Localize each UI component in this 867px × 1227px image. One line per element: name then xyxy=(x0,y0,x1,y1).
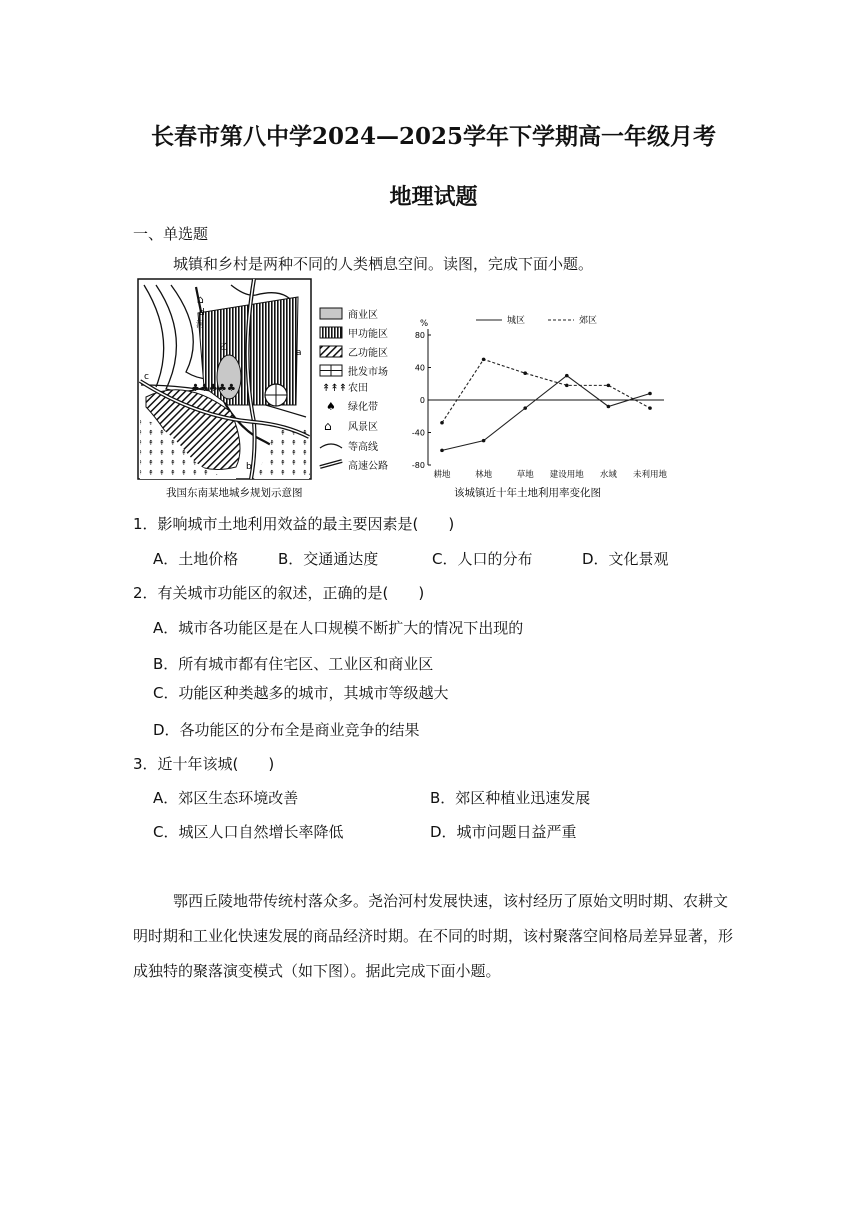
page-title: 长春市第八中学2024—2025学年下学期高一年级月考 xyxy=(150,123,717,150)
legend-farmland: 农田 xyxy=(348,383,368,394)
y-tick-label: 80 xyxy=(414,331,425,340)
legend-label-1: 郊区 xyxy=(579,316,598,326)
q3-option-b[interactable]: B．郊区种植业迅速发展 xyxy=(430,789,591,807)
data-point-1 xyxy=(607,384,611,388)
data-point-0 xyxy=(648,392,652,396)
data-point-1 xyxy=(565,384,569,388)
y-tick-label: -40 xyxy=(411,428,425,438)
q2-option-d[interactable]: D．各功能区的分布全是商业竞争的结果 xyxy=(153,721,420,739)
y-axis-unit: % xyxy=(420,319,429,329)
question-1-stem: 1．影响城市土地利用效益的最主要因素是( ) xyxy=(133,515,455,533)
data-point-0 xyxy=(607,405,611,409)
q2-option-c[interactable]: C．功能区种类越多的城市，其城市等级越大 xyxy=(153,684,449,702)
q2-option-a[interactable]: A．城市各功能区是在人口规模不断扩大的情况下出现的 xyxy=(153,619,524,637)
data-point-0 xyxy=(440,449,444,453)
map-label-yi: 乙 xyxy=(220,342,228,351)
section-heading: 一、单选题 xyxy=(133,225,209,243)
series-line-0 xyxy=(442,376,650,451)
data-point-0 xyxy=(523,406,527,410)
page-subtitle: 地理试题 xyxy=(389,184,478,210)
map-caption: 我国东南某地城乡规划示意图 xyxy=(166,487,303,499)
q2-option-b[interactable]: B．所有城市都有住宅区、工业区和商业区 xyxy=(153,655,434,673)
q1-option-d[interactable]: D．文化景观 xyxy=(582,550,669,568)
map-label-a: a xyxy=(296,348,302,358)
map-legend xyxy=(320,308,388,472)
x-tick-label: 林地 xyxy=(475,470,493,480)
series-line-1 xyxy=(442,359,650,422)
legend-expressway: 高速公路 xyxy=(348,461,388,472)
question-3-stem: 3．近十年该城( ) xyxy=(133,755,275,773)
chart-title: 该城镇近十年土地利用率变化图 xyxy=(454,487,601,499)
legend-greenbelt: 绿化带 xyxy=(348,402,378,413)
x-tick-label: 建设用地 xyxy=(549,470,584,480)
x-tick-label: 未利用地 xyxy=(632,470,668,480)
q1-option-a[interactable]: A．土地价格 xyxy=(153,550,239,568)
x-tick-label: 水域 xyxy=(599,470,617,480)
question-2-stem: 2．有关城市功能区的叙述，正确的是( ) xyxy=(133,584,425,602)
legend-scenic: 风景区 xyxy=(348,422,378,433)
legend-label-0: 城区 xyxy=(507,316,526,326)
data-point-1 xyxy=(523,371,527,375)
y-tick-label: -80 xyxy=(411,461,425,470)
data-point-1 xyxy=(648,406,652,410)
q3-option-a[interactable]: A．郊区生态环境改善 xyxy=(153,789,299,807)
legend-contour: 等高线 xyxy=(348,442,378,453)
planning-map xyxy=(136,277,404,503)
land-use-chart xyxy=(411,305,680,503)
svg-text:♣♣♣♣♣: ♣♣♣♣♣ xyxy=(191,383,236,394)
q3-option-c[interactable]: C．城区人口自然增长率降低 xyxy=(153,823,344,841)
svg-text:⌂: ⌂ xyxy=(324,419,332,433)
map-label-he: 河 xyxy=(196,320,204,329)
passage-village-text: 鄂西丘陵地带传统村落众多。尧治河村发展快速，该村经历了原始文明时期、农耕文明时期和工业化快速发展的商品经济时期。在不同的时期，该村聚落空间格局差异显著，形成独特的聚落演变模式（如下图）。据此完成下面小题。 xyxy=(133,892,734,980)
q3-option-d[interactable]: D．城市问题日益严重 xyxy=(430,823,577,841)
y-tick-label: 40 xyxy=(414,363,425,373)
svg-text:↟↟↟: ↟↟↟ xyxy=(322,383,348,394)
y-tick-label: 0 xyxy=(419,396,425,405)
q1-option-b[interactable]: B．交通通达度 xyxy=(278,550,379,568)
legend-zone-jia: 甲功能区 xyxy=(348,329,388,340)
data-point-1 xyxy=(440,421,444,425)
map-label-d: d xyxy=(199,308,205,318)
x-tick-label: 草地 xyxy=(516,470,534,480)
map-label-c: c xyxy=(144,372,149,382)
passage-intro: 城镇和乡村是两种不同的人类栖息空间。读图，完成下面小题。 xyxy=(173,255,594,273)
map-label-b: b xyxy=(246,462,252,472)
legend-wholesale: 批发市场 xyxy=(348,367,388,378)
data-point-0 xyxy=(482,439,486,443)
legend-zone-yi: 乙功能区 xyxy=(348,348,388,359)
x-tick-label: 耕地 xyxy=(433,470,451,480)
legend-commercial: 商业区 xyxy=(348,310,378,321)
svg-text:♠: ♠ xyxy=(326,400,336,413)
svg-text:⌂: ⌂ xyxy=(197,293,204,306)
data-point-1 xyxy=(482,358,486,362)
passage-village xyxy=(133,884,739,989)
data-point-0 xyxy=(565,374,569,378)
q1-option-c[interactable]: C．人口的分布 xyxy=(432,550,533,568)
